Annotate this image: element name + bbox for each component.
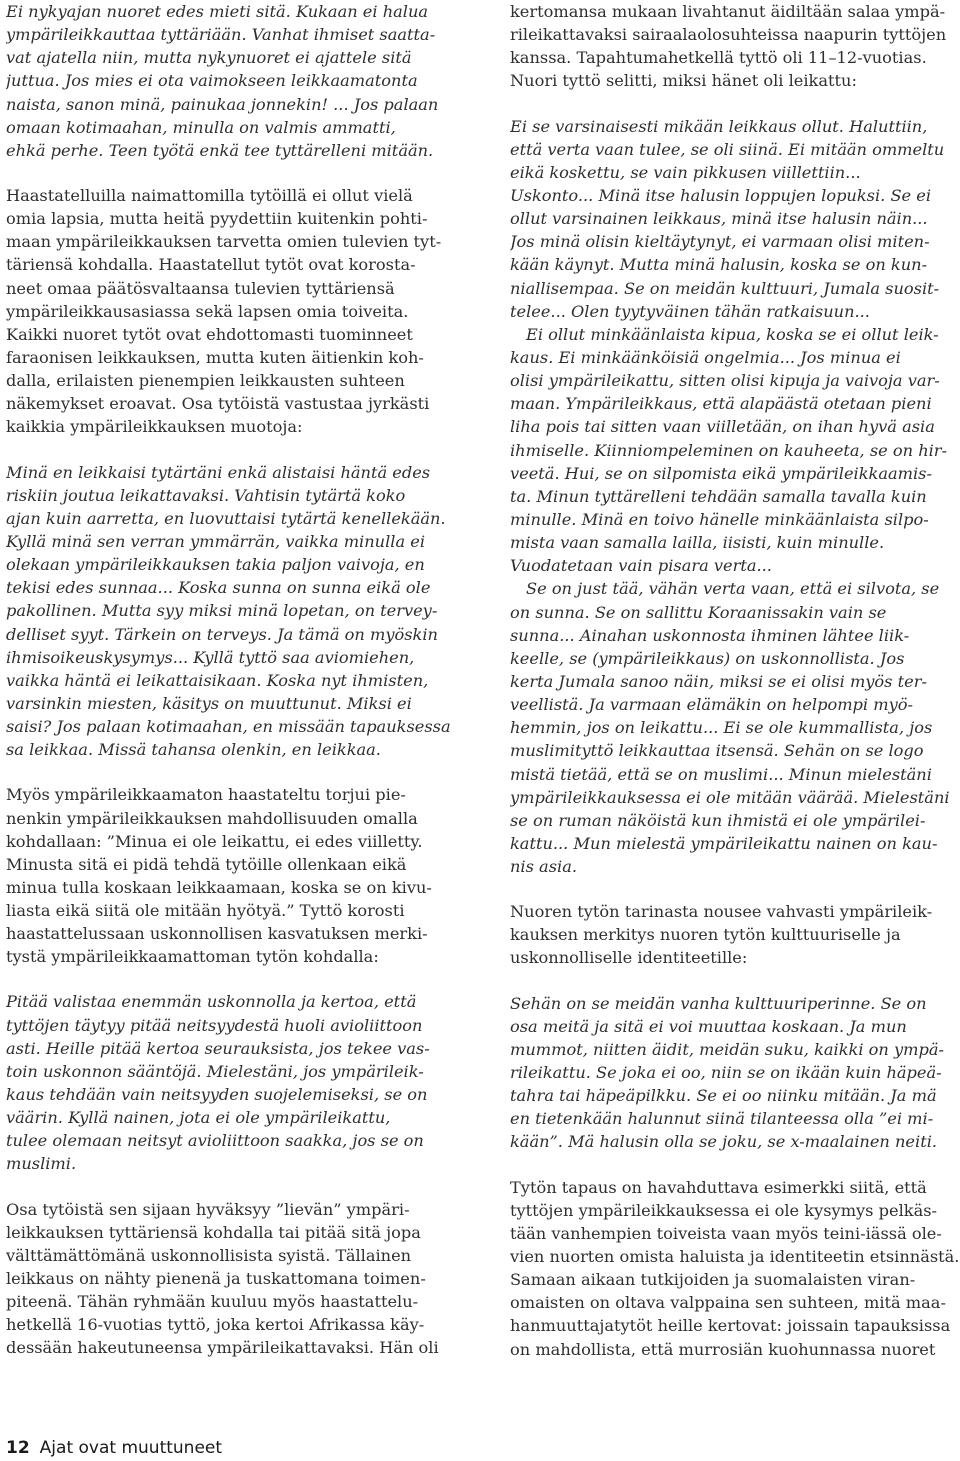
text-line: ehkä perhe. Teen työtä enkä tee tyttärelleni mitään. (6, 140, 434, 160)
text-line: on sunna. Se on sallittu Koraanissakin vain se (510, 602, 887, 622)
body-paragraph (510, 1176, 960, 1361)
text-line: asti. Heille pitää kertoa seurauksista, jos tekee vas- (6, 1038, 430, 1058)
text-line: on mahdollista, että murrosiän kuohunnassa nuoret (510, 1339, 936, 1359)
body-paragraph (6, 184, 456, 439)
text-line: olekaan ympärileikkauksen takia paljon vaivoja, en (6, 555, 425, 575)
text-line: nenkin ympärileikkauksen mahdollisuuden omalla (6, 808, 418, 828)
text-line: Myös ympärileikkaamaton haastateltu torjui pie- (6, 785, 406, 805)
text-line: kertomansa mukaan livahtanut äidiltään salaa ympä- (510, 2, 946, 21)
text-line: Kaikki nuoret tytöt ovat ehdottomasti tuominneet (6, 324, 413, 344)
text-line: Pitää valistaa enemmän uskonnolla ja kertoa, että (6, 992, 417, 1012)
text-line: vaikka häntä ei leikattaisikaan. Koska nyt ihmisten, (6, 670, 429, 690)
text-line: Kyllä minä sen verran ymmärrän, vaikka minulla ei (6, 531, 425, 551)
text-line: kään”. Mä halusin olla se joku, se x-maalainen neiti. (510, 1132, 938, 1152)
text-line: ihmisoikeuskysymys... Kyllä tyttö saa aviomiehen, (6, 647, 415, 667)
text-line: että verta vaan tulee, se oli siinä. Ei mitään ommeltu (510, 139, 945, 159)
text-line: Se on just tää, vähän verta vaan, että ei silvota, se (526, 579, 940, 599)
body-paragraph (6, 783, 456, 968)
text-line: dalla, erilaisten pienempien leikkausten suhteen (6, 371, 405, 391)
text-line: Nuoren tytön tarinasta nousee vahvasti ympärileik- (510, 902, 933, 922)
text-line: nis asia. (510, 857, 577, 877)
text-line: näkemykset eroavat. Osa tytöistä vastustaa jyrkästi (6, 394, 430, 414)
text-line: rileikattavaksi sairaalaolosuhteissa naapurin tyttöjen (510, 25, 947, 45)
body-paragraph (510, 900, 960, 969)
text-line: osa meitä ja sitä ei voi muuttaa koskaan. Ja mun (510, 1016, 907, 1036)
text-line: tekisi edes sunnaa... Koska sunna on sunna eikä ole (6, 578, 431, 598)
text-line: ympärileikkauksessa ei ole mitään väärää. Mielestäni (510, 787, 950, 807)
quote-paragraph (510, 992, 960, 1154)
text-line: maan. Ympärileikkaus, että alapäästä otetaan pieni (510, 394, 932, 414)
text-line: telee... Olen tyytyväinen tähän ratkaisuun... (510, 301, 870, 321)
text-line: leikkaus on nähty pienenä ja tuskattomana toimen- (6, 1269, 426, 1289)
quote-paragraph (6, 461, 456, 762)
text-line: veellistä. Ja varmaan elämäkin on helpompi myö- (510, 695, 913, 715)
text-line: piteenä. Tähän ryhmään kuuluu myös haastattelu- (6, 1292, 419, 1312)
text-line: neet omaa päätösvaltaansa tulevien tyttäriensä (6, 278, 395, 298)
text-line: kaus tehdään vain neitsyyden suojelemiseksi, se on (6, 1085, 428, 1105)
text-line: sa leikkaa. Missä tahansa olenkin, en leikkaa. (6, 740, 381, 760)
text-line: Minusta sitä ei pidä tehdä tytöille ollenkaan eikä (6, 854, 407, 874)
text-line: kaus. Ei minkäänköisiä ongelmia... Jos minua ei (510, 347, 901, 367)
text-line: Uskonto... Minä itse halusin loppujen lopuksi. Se ei (510, 185, 932, 205)
text-line: sunna... Ainahan uskonnosta ihminen lähtee liik- (510, 625, 910, 645)
text-line: tulee olemaan neitsyt avioliittoon saakka, jos se on (6, 1131, 424, 1151)
text-line: kanssa. Tapahtumahetkellä tyttö oli 11–12-vuotias. (510, 48, 927, 68)
text-line: Samaan aikaan tutkijoiden ja suomalaisten viran- (510, 1270, 916, 1290)
text-line: en tietenkään halunnut siinä tilanteessa olla ”ei mi- (510, 1109, 934, 1129)
text-line: pakollinen. Mutta syy miksi minä lopetan, on tervey- (6, 601, 438, 621)
quote-paragraph (510, 115, 960, 879)
text-line: veetä. Hui, se on silpomista eikä ympärileikkaamis- (510, 463, 932, 483)
text-line: kattu... Mun mielestä ympärileikattu nainen on kau- (510, 833, 938, 853)
text-line: välttämättömänä uskonnollisista syistä. Tällainen (6, 1245, 412, 1265)
text-line: Minä en leikkaisi tytärtäni enkä alistaisi häntä edes (6, 462, 431, 482)
text-line: juttua. Jos mies ei ota vaimokseen leikkaamatonta (6, 71, 418, 91)
body-paragraph (510, 0, 960, 93)
text-line: ajan kuin aarretta, en luovuttaisi tytärtä kenellekään. (6, 508, 446, 528)
text-line: tyttöjen täytyy pitää neitsyydestä huoli avioliittoon (6, 1015, 423, 1035)
text-line: ympärileikkausasiassa sekä lapsen omia toiveita. (6, 301, 409, 321)
text-line: kohdallaan: ”Minua ei ole leikattu, ei edes viilletty. (6, 831, 423, 851)
text-line: Tytön tapaus on havahduttava esimerkki siitä, että (510, 1177, 927, 1197)
text-line: dessään hakeutuneensa ympärileikattavaksi. Hän oli (6, 1338, 439, 1358)
quote-paragraph (6, 0, 456, 162)
text-line: niallisempaa. Se on meidän kulttuuri, Jumala suosit- (510, 278, 940, 298)
text-line: toin uskonnon sääntöjä. Mielestäni, jos ympärileik- (6, 1061, 424, 1081)
text-line: Ei ollut minkäänlaista kipua, koska se ei ollut leik- (526, 324, 939, 344)
right-text-column (510, 0, 960, 1361)
text-line: tään vanhempien toiveista vaan myös teini-iässä ole- (510, 1223, 942, 1243)
text-line: ympärileikkauttaa tyttäriään. Vanhat ihmiset saatta- (6, 25, 436, 45)
text-line: riskiin joutua leikattavaksi. Vahtisin tytärtä koko (6, 485, 406, 505)
text-line: rileikattu. Se joka ei oo, niin se on ikään kuin häpeä- (510, 1063, 942, 1083)
text-line: tyttöjen ympärileikkauksessa ei ole kysymys pelkäs- (510, 1200, 937, 1220)
text-line: naista, sanon minä, painukaa jonnekin! ... Jos palaan (6, 94, 439, 114)
text-line: uskonnolliselle identiteetille: (510, 948, 748, 968)
text-line: Sehän on se meidän vanha kulttuuriperinne. Se on (510, 993, 927, 1013)
quote-paragraph (6, 990, 456, 1175)
text-line: vien nuorten omista haluista ja identiteetin etsinnästä. (510, 1247, 960, 1267)
text-line: eikä koskettu, se vain pikkusen viillettiin... (510, 162, 861, 182)
text-line: Ei se varsinaisesti mikään leikkaus ollut. Haluttiin, (510, 116, 928, 136)
text-line: muslimi. (6, 1154, 77, 1174)
left-text-column (6, 0, 456, 1360)
page-footer (6, 1438, 222, 1458)
text-line: ihmiselle. Kiinniompeleminen on kauheeta, se on hir- (510, 440, 948, 460)
text-line: liasta eikä siitä ole mitään hyötyä.” Tyttö korosti (6, 901, 405, 921)
body-paragraph (6, 1198, 456, 1360)
text-line: ta. Minun tyttärelleni tehdään samalla tavalla kuin (510, 486, 927, 506)
text-line: ollut varsinainen leikkaus, minä itse halusin näin... (510, 209, 928, 229)
text-line: leikkauksen tyttäriensä kohdalla tai pitää sitä jopa (6, 1222, 421, 1242)
text-line: omaan kotimaahan, minulla on valmis ammatti, (6, 117, 396, 137)
text-line: hemmin, jos on leikattu... Ei se ole kummallista, jos (510, 718, 933, 738)
text-line: kään käynyt. Mutta minä halusin, koska se on kun- (510, 255, 928, 275)
text-line: muslimityttö leikkauttaa itsensä. Sehän on se logo (510, 741, 924, 761)
text-line: kaikkia ympärileikkauksen muotoja: (6, 417, 303, 437)
text-line: maan ympärileikkauksen tarvetta omien tulevien tyt- (6, 232, 442, 252)
text-line: vat ajatella niin, mutta nykynuoret ei ajattele sitä (6, 48, 412, 68)
text-line: minulle. Minä en toivo hänelle minkäänlaista silpo- (510, 509, 929, 529)
text-line: Osa tytöistä sen sijaan hyväksyy ”lievän” ympäri- (6, 1199, 410, 1219)
text-line: varsinkin miesten, käsitys on muuttunut. Miksi ei (6, 693, 412, 713)
text-line: kauksen merkitys nuoren tytön kulttuuriselle ja (510, 925, 901, 945)
text-line: liha pois tai sitten vaan viilletään, on ihan hyvä asia (510, 417, 935, 437)
page-number: 12 (6, 1438, 30, 1458)
text-line: minua tulla koskaan leikkaamaan, koska se on kivu- (6, 877, 432, 897)
text-line: hetkellä 16-vuotias tyttö, joka kertoi Afrikassa käy- (6, 1315, 425, 1335)
text-line: hanmuuttajatytöt heille kertovat: joissain tapauksissa (510, 1316, 951, 1336)
text-line: mista vaan samalla lailla, iisisti, kuin minulle. (510, 533, 885, 553)
text-line: kerta Jumala sanoo näin, miksi se ei olisi myös ter- (510, 671, 927, 691)
text-line: mistä tietää, että se on muslimi... Minun mielestäni (510, 764, 932, 784)
text-line: faraonisen leikkauksen, mutta kuten äitienkin koh- (6, 347, 424, 367)
text-line: olisi ympärileikattu, sitten olisi kipuja ja vaivoja var- (510, 371, 940, 391)
text-line: se on ruman näköistä kun ihmistä ei ole ympärilei- (510, 810, 926, 830)
text-line: omia lapsia, mutta heitä pyydettiin kuitenkin pohti- (6, 209, 428, 229)
text-line: Ei nykyajan nuoret edes mieti sitä. Kukaan ei halua (6, 2, 429, 21)
text-line: Vuodatetaan vain pisara verta... (510, 556, 772, 576)
text-line: täriensä kohdalla. Haastatellut tytöt ovat korosta- (6, 255, 416, 275)
text-line: delliset syyt. Tärkein on terveys. Ja tämä on myöskin (6, 624, 438, 644)
text-line: mummot, niitten äidit, meidän suku, kaikki on ympä- (510, 1039, 944, 1059)
text-line: väärin. Kyllä nainen, jota ei ole ympärileikattu, (6, 1108, 391, 1128)
text-line: Haastatelluilla naimattomilla tytöillä ei ollut vielä (6, 185, 413, 205)
text-line: tahra tai häpeäpilkku. Se ei oo niinku mitään. Ja mä (510, 1086, 937, 1106)
publication-title: Ajat ovat muuttuneet (39, 1438, 223, 1458)
text-line: Jos minä olisin kieltäytynyt, ei varmaan olisi miten- (510, 232, 930, 252)
text-line: omaisten on oltava valppaina sen suhteen, mitä maa- (510, 1293, 946, 1313)
text-line: tystä ympärileikkaamattoman tytön kohdalla: (6, 947, 379, 967)
text-line: Nuori tyttö selitti, miksi hänet oli leikattu: (510, 71, 857, 91)
text-line: keelle, se (ympärileikkaus) on uskonnollista. Jos (510, 648, 905, 668)
text-line: saisi? Jos palaan kotimaahan, en missään tapauksessa (6, 717, 451, 737)
text-line: haastattelussaan uskonnollisen kasvatuksen merki- (6, 924, 428, 944)
